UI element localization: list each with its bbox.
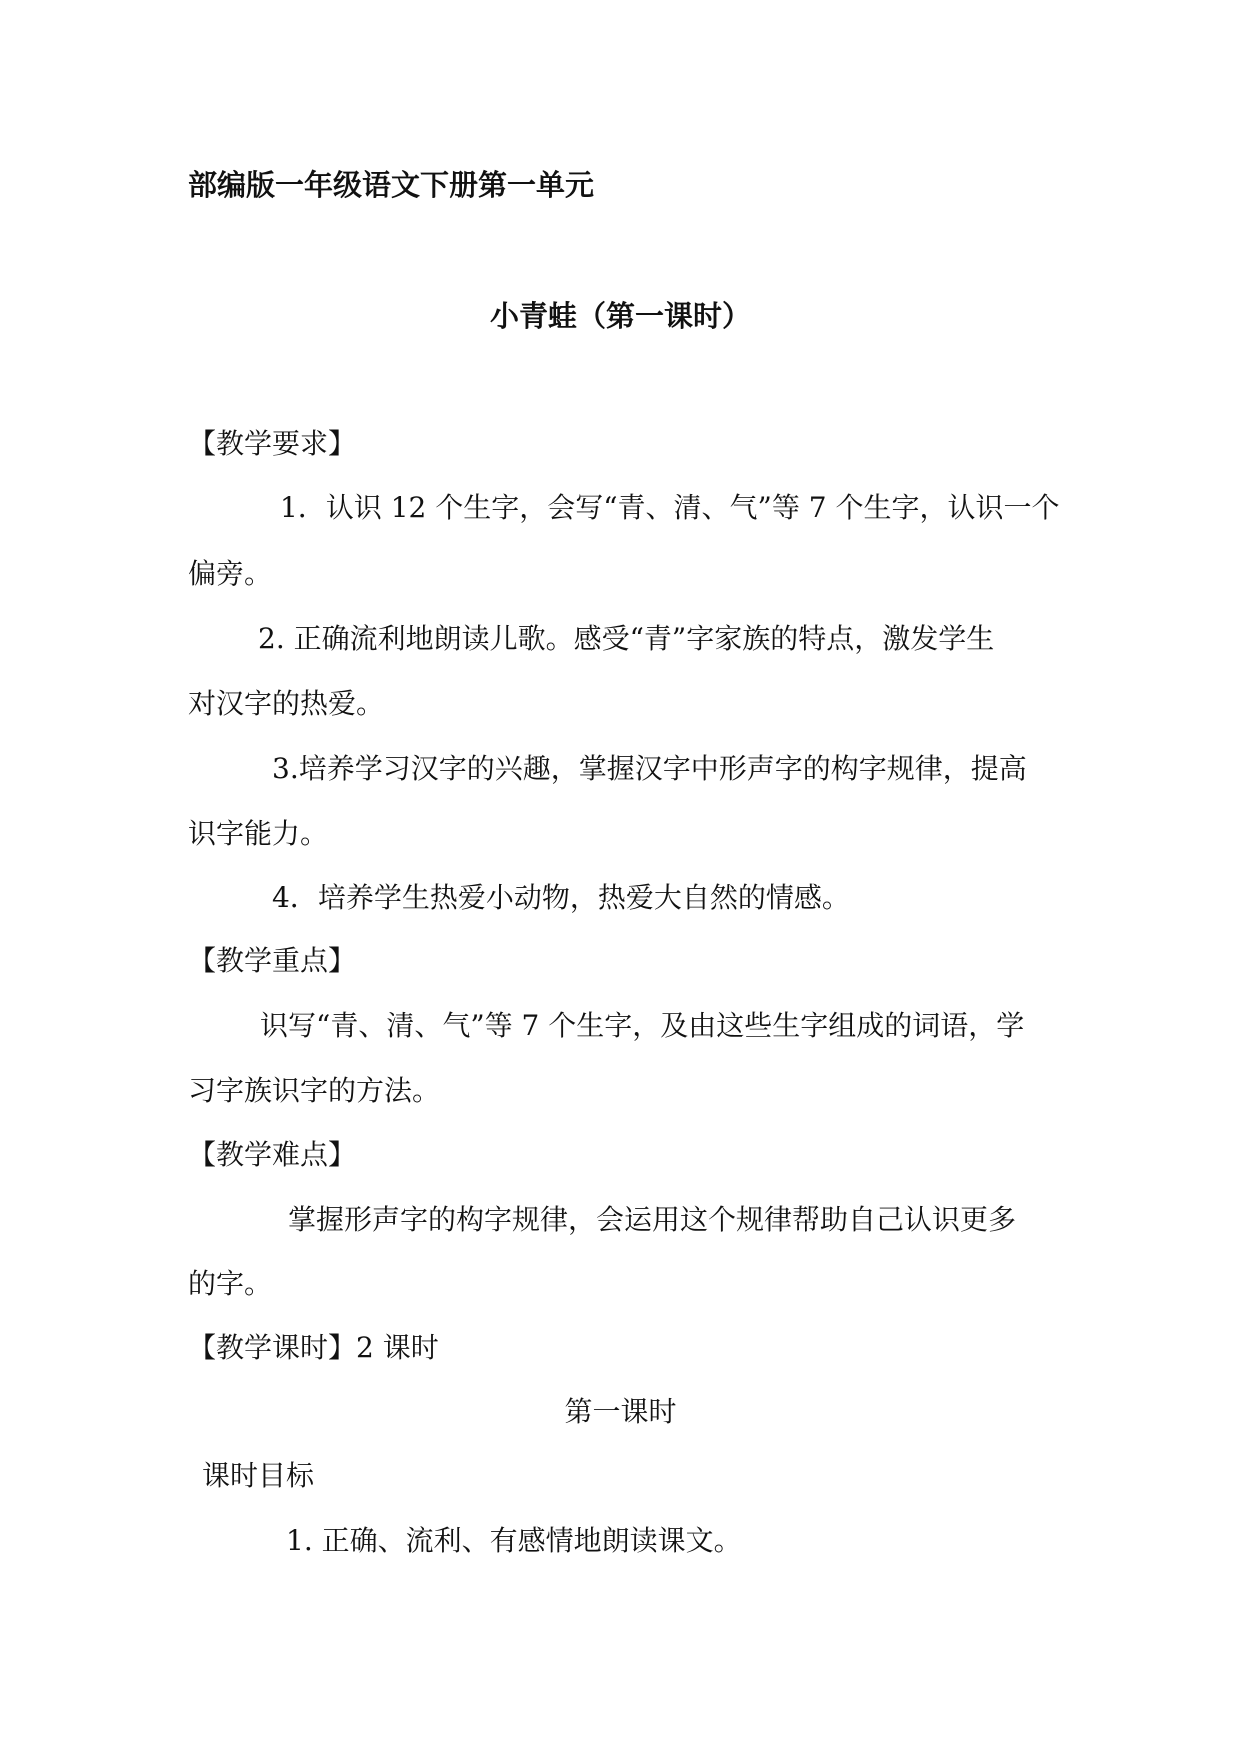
requirement-3-line-2: 识字能力。 — [188, 817, 329, 850]
requirements-heading: 【教学要求】 — [188, 427, 357, 460]
lesson-heading: 第一课时 — [564, 1395, 677, 1428]
requirement-2-line-1: 2. 正确流利地朗读儿歌。感受“青”字家族的特点，激发学生 — [258, 622, 995, 655]
objective-1: 1. 正确、流利、有感情地朗读课文。 — [286, 1524, 742, 1557]
requirement-1-line-2: 偏旁。 — [188, 557, 273, 590]
requirement-1-line-1: 1．认识 12 个生字，会写“青、清、气”等 7 个生字，认识一个 — [280, 491, 1060, 524]
teaching-periods: 【教学课时】2 课时 — [188, 1331, 439, 1364]
requirement-4: 4．培养学生热爱小动物，热爱大自然的情感。 — [272, 881, 850, 914]
difficulties-line-2: 的字。 — [188, 1267, 273, 1300]
key-points-line-1: 识写“青、清、气”等 7 个生字，及由这些生字组成的词语，学 — [260, 1009, 1025, 1042]
key-points-line-2: 习字族识字的方法。 — [188, 1074, 441, 1107]
document-header: 部编版一年级语文下册第一单元 — [188, 168, 595, 202]
objectives-heading: 课时目标 — [202, 1459, 315, 1492]
difficulties-heading: 【教学难点】 — [188, 1138, 357, 1171]
difficulties-line-1: 掌握形声字的构字规律，会运用这个规律帮助自己认识更多 — [288, 1203, 1017, 1236]
key-points-heading: 【教学重点】 — [188, 944, 357, 977]
requirement-3-line-1: 3.培养学习汉字的兴趣，掌握汉字中形声字的构字规律，提高 — [272, 752, 1027, 785]
document-title: 小青蛙（第一课时） — [489, 299, 751, 333]
requirement-2-line-2: 对汉字的热爱。 — [188, 687, 385, 720]
